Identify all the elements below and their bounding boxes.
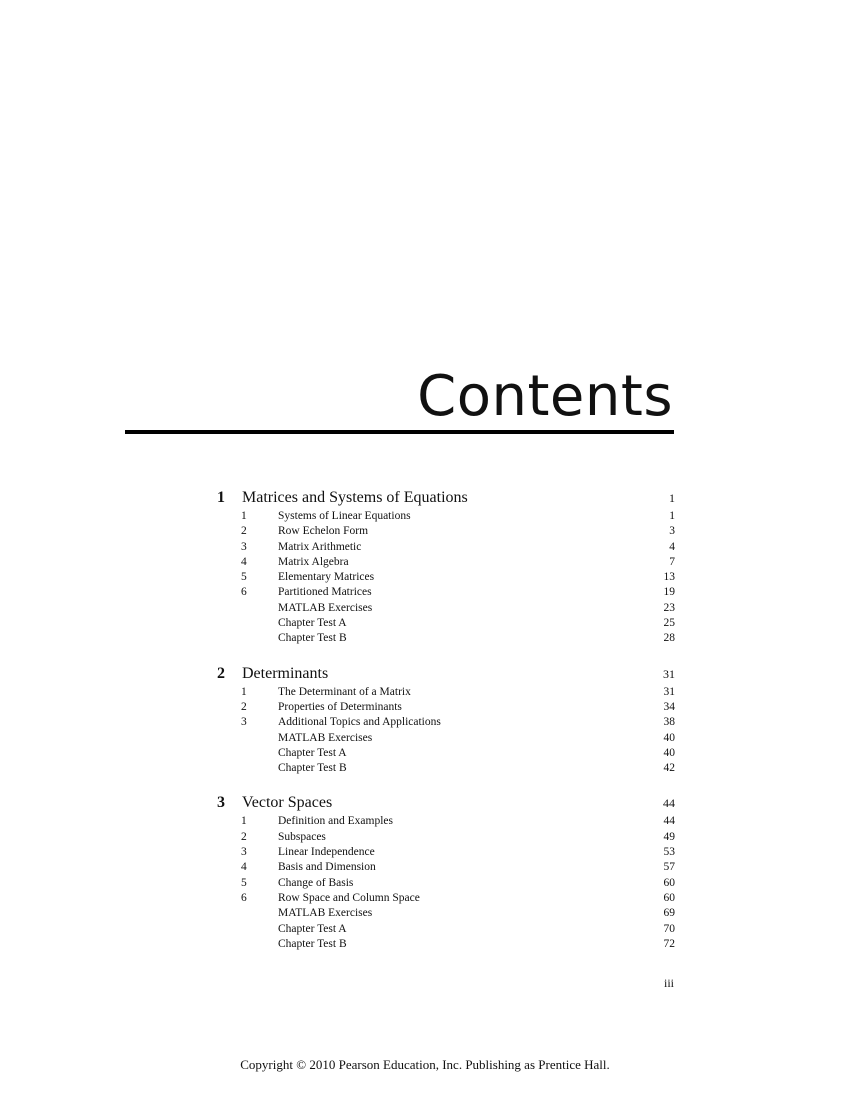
toc-entry[interactable] [215,761,675,776]
section-page: 28 [663,632,675,645]
toc-entry[interactable] [215,937,675,952]
chapter-number: 3 [217,794,225,812]
section-title: Row Echelon Form [278,525,369,538]
toc-entry[interactable] [215,509,675,524]
section-number: 5 [241,876,247,889]
section-title: Chapter Test B [278,762,347,775]
section-title: Subspaces [278,830,326,843]
section-page: 19 [663,586,675,599]
chapter-page: 31 [663,666,675,681]
chapter-title: Determinants [242,664,329,682]
toc-entry[interactable] [215,891,675,906]
section-number: 6 [241,891,247,904]
toc-entry[interactable] [215,746,675,761]
section-number: 3 [241,540,247,553]
section-number: 3 [241,846,247,859]
section-title: MATLAB Exercises [278,601,373,614]
section-page: 40 [663,746,675,759]
section-page: 60 [663,876,675,889]
chapter-page: 44 [663,796,675,811]
section-title: Chapter Test A [278,922,347,935]
toc-entry[interactable] [215,814,675,829]
section-title: Additional Topics and Applications [278,716,441,729]
chapter-3 [215,792,675,952]
section-page: 49 [663,830,675,843]
chapter-1 [215,487,675,647]
chapter-number: 2 [217,664,225,682]
chapter-heading[interactable] [215,792,675,814]
section-title: Matrix Arithmetic [278,540,362,553]
chapter-number: 1 [217,489,225,506]
section-number: 6 [241,586,247,599]
section-title: Elementary Matrices [278,571,375,584]
toc-entry[interactable] [215,830,675,845]
chapter-title: Vector Spaces [242,794,333,812]
section-page: 57 [663,861,675,874]
toc-entry[interactable] [215,922,675,937]
toc-entry[interactable] [215,685,675,700]
section-title: Row Space and Column Space [278,891,420,904]
toc-entry[interactable] [215,555,675,570]
section-number: 2 [241,830,247,843]
section-page: 31 [663,685,675,698]
section-title: Systems of Linear Equations [278,510,411,522]
chapter-title: Matrices and Systems of Equations [242,489,468,506]
section-page: 69 [663,907,675,920]
section-page: 42 [663,762,675,775]
toc-entry[interactable] [215,906,675,921]
section-title: Definition and Examples [278,815,393,828]
chapter-heading[interactable] [215,487,675,509]
section-page: 34 [663,700,675,713]
section-number: 4 [241,555,247,568]
page-number: iii [663,976,674,990]
section-number: 1 [241,815,247,828]
section-page: 70 [663,922,675,935]
toc-entry[interactable] [215,524,675,539]
toc-entry[interactable] [215,570,675,585]
section-title: Basis and Dimension [278,861,376,874]
section-title: Linear Independence [278,846,375,859]
toc-entry[interactable] [215,845,675,860]
section-number: 2 [241,700,247,713]
section-number: 1 [241,685,247,698]
section-page: 38 [663,716,675,729]
toc-entry[interactable] [215,731,675,746]
toc-entry[interactable] [215,616,675,631]
section-page: 40 [663,731,675,744]
chapter-2 [215,663,675,777]
toc-entry[interactable] [215,715,675,730]
section-title: Chapter Test B [278,937,347,950]
toc-entry[interactable] [215,601,675,616]
section-page: 7 [669,555,675,568]
toc-entry[interactable] [215,631,675,646]
section-title: MATLAB Exercises [278,731,373,744]
toc-entry[interactable] [215,585,675,600]
section-title: Chapter Test B [278,632,347,645]
section-page: 72 [663,937,675,950]
section-page: 44 [663,815,675,828]
section-title: MATLAB Exercises [278,907,373,920]
section-title: Chapter Test A [278,617,347,630]
section-number: 1 [241,510,247,522]
section-page: 53 [663,846,675,859]
section-page: 25 [663,617,675,630]
table-of-contents [215,487,675,968]
section-number: 4 [241,861,247,874]
chapter-page: 1 [669,491,675,505]
section-title: Properties of Determinants [278,700,402,713]
section-number: 3 [241,716,247,729]
toc-entry[interactable] [215,700,675,715]
toc-entry[interactable] [215,540,675,555]
section-page: 60 [663,891,675,904]
section-number: 2 [241,525,247,538]
section-page: 3 [669,525,675,538]
chapter-heading[interactable] [215,663,675,685]
toc-entry[interactable] [215,860,675,875]
toc-entry[interactable] [215,876,675,891]
section-title: Partitioned Matrices [278,586,372,599]
section-title: The Determinant of a Matrix [278,685,411,698]
section-title: Change of Basis [278,876,354,889]
section-page: 1 [669,510,675,522]
copyright-notice: Copyright © 2010 Pearson Education, Inc. Publishing as Prentice Hall. [240,1057,610,1072]
section-number: 5 [241,571,247,584]
section-title: Matrix Algebra [278,555,349,568]
section-page: 13 [663,571,675,584]
section-page: 4 [669,540,675,553]
section-title: Chapter Test A [278,746,347,759]
contents-heading: Contents [417,364,673,429]
heading-rule [125,430,674,434]
section-page: 23 [663,601,675,614]
